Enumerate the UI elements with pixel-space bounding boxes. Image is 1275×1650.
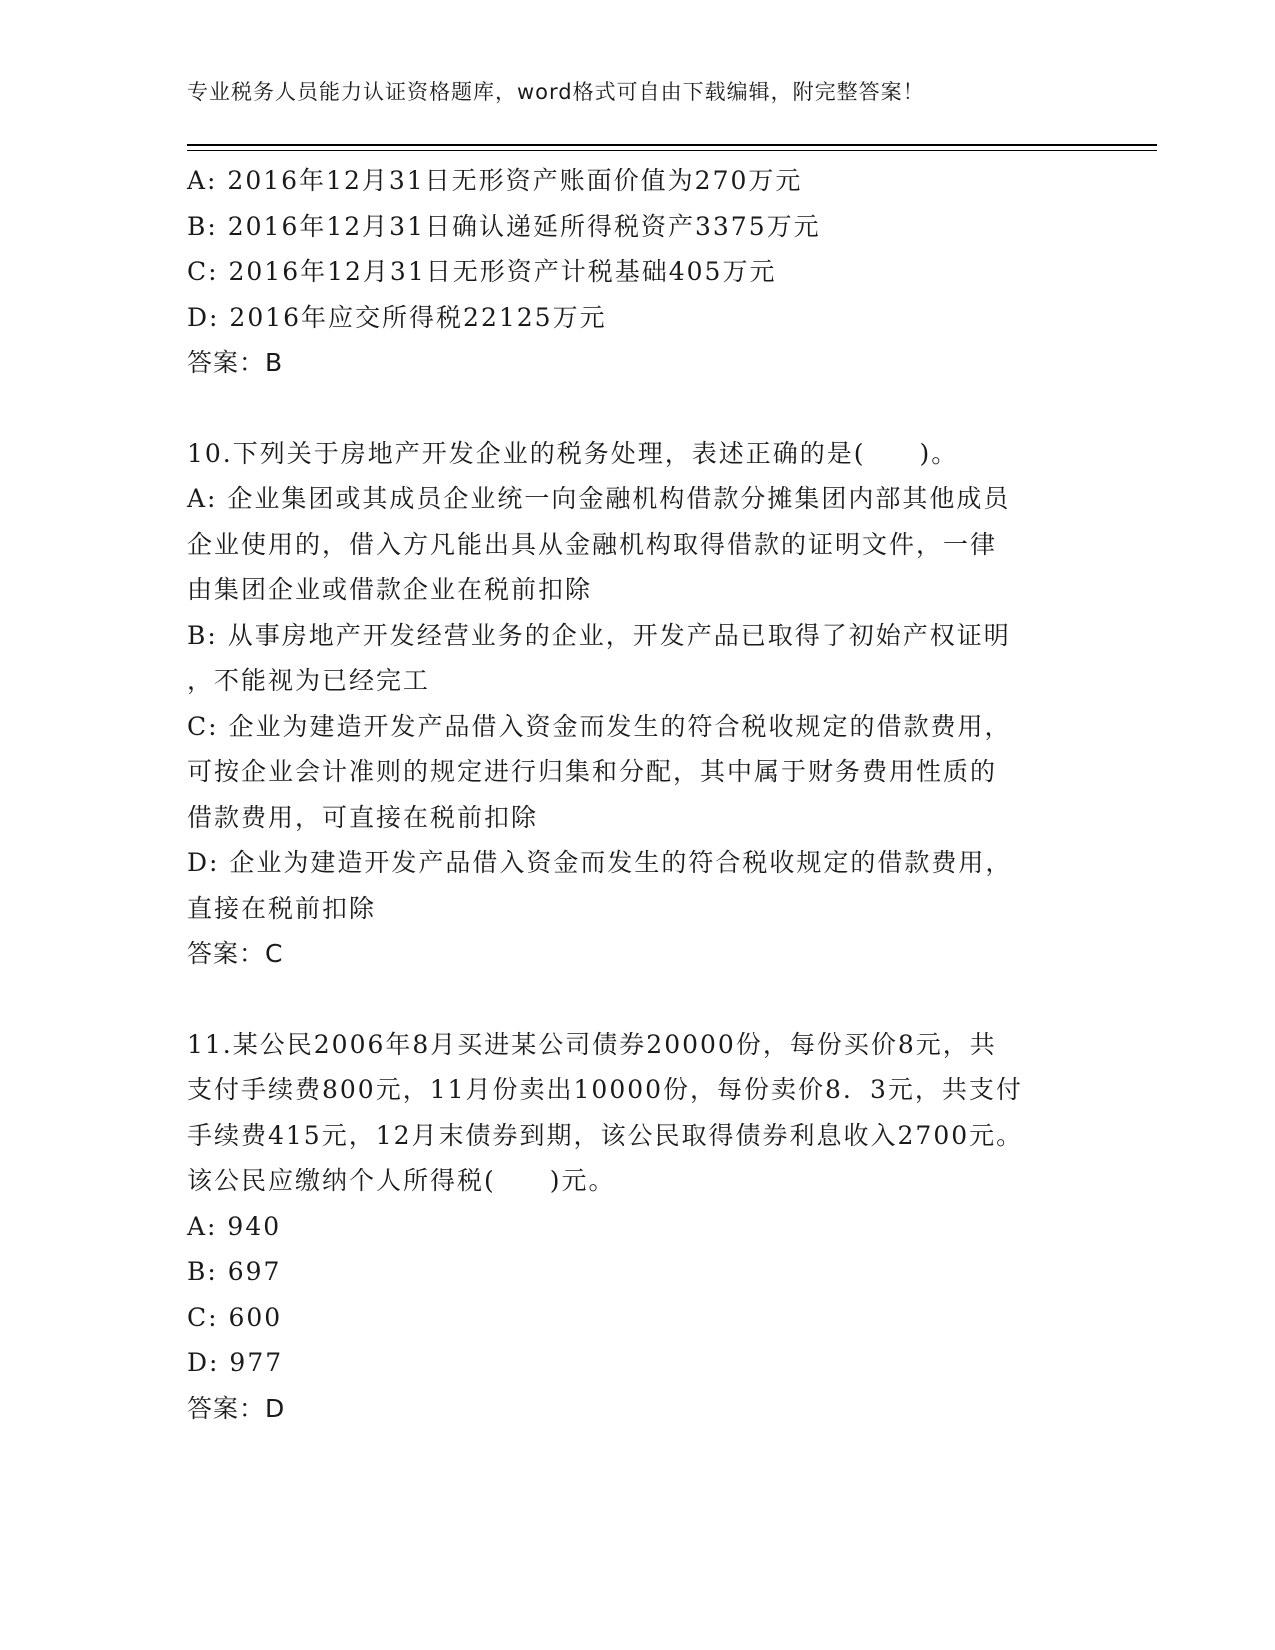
question-stem-continued: 支付手续费800元，11月份卖出10000份，每份卖价8．3元，共支付 <box>187 1075 1023 1104</box>
option-d-continued: 直接在税前扣除 <box>187 893 377 923</box>
answer-label: 答案：C <box>187 939 284 968</box>
answer-label: 答案：D <box>187 1393 286 1423</box>
option-c: C: 企业为建造开发产品借入资金而发生的符合税收规定的借款费用， <box>187 711 1012 741</box>
option-a-continued: 企业使用的，借入方凡能出具从金融机构取得借款的证明文件，一律 <box>187 529 998 559</box>
option-a: A: 940 <box>187 1211 282 1241</box>
question-11 <box>187 1022 1087 1432</box>
option-b: B: 2016年12月31日确认递延所得税资产3375万元 <box>187 211 821 241</box>
option-d: D: 2016年应交所得税22125万元 <box>187 302 607 332</box>
option-c-continued: 借款费用，可直接在税前扣除 <box>187 802 539 832</box>
option-c: C: 600 <box>187 1302 283 1332</box>
question-content <box>187 158 1087 1431</box>
question-10 <box>187 431 1087 977</box>
option-a: A: 企业集团或其成员企业统一向金融机构借款分摊集团内部其他成员 <box>187 484 1011 513</box>
header-divider-thin <box>187 150 1157 151</box>
option-d: D: 企业为建造开发产品借入资金而发生的符合税收规定的借款费用， <box>187 848 1013 877</box>
header-divider <box>187 144 1157 146</box>
option-d: D: 977 <box>187 1348 284 1377</box>
option-c: C: 2016年12月31日无形资产计税基础405万元 <box>187 257 777 286</box>
question-9 <box>187 158 1087 386</box>
question-stem-continued: 该公民应缴纳个人所得税( )元。 <box>187 1166 616 1195</box>
option-b: B: 697 <box>187 1257 282 1286</box>
answer-label: 答案：B <box>187 348 284 377</box>
option-c-continued: 可按企业会计准则的规定进行归集和分配，其中属于财务费用性质的 <box>187 757 998 786</box>
option-b: B: 从事房地产开发经营业务的企业，开发产品已取得了初始产权证明 <box>187 620 1011 650</box>
option-a-continued: 由集团企业或借款企业在税前扣除 <box>187 575 593 604</box>
option-b-continued: ，不能视为已经完工 <box>187 666 431 695</box>
question-stem: 10.下列关于房地产开发企业的税务处理，表述正确的是( )。 <box>187 438 959 468</box>
question-stem: 11.某公民2006年8月买进某公司债券20000份，每份买价8元，共 <box>187 1029 997 1059</box>
question-stem-continued: 手续费415元，12月末债券到期，该公民取得债券利息收入2700元。 <box>187 1120 1024 1150</box>
option-a: A: 2016年12月31日无形资产账面价值为270万元 <box>187 166 803 195</box>
page-header: 专业税务人员能力认证资格题库，word格式可自由下载编辑，附完整答案！ <box>187 80 925 104</box>
